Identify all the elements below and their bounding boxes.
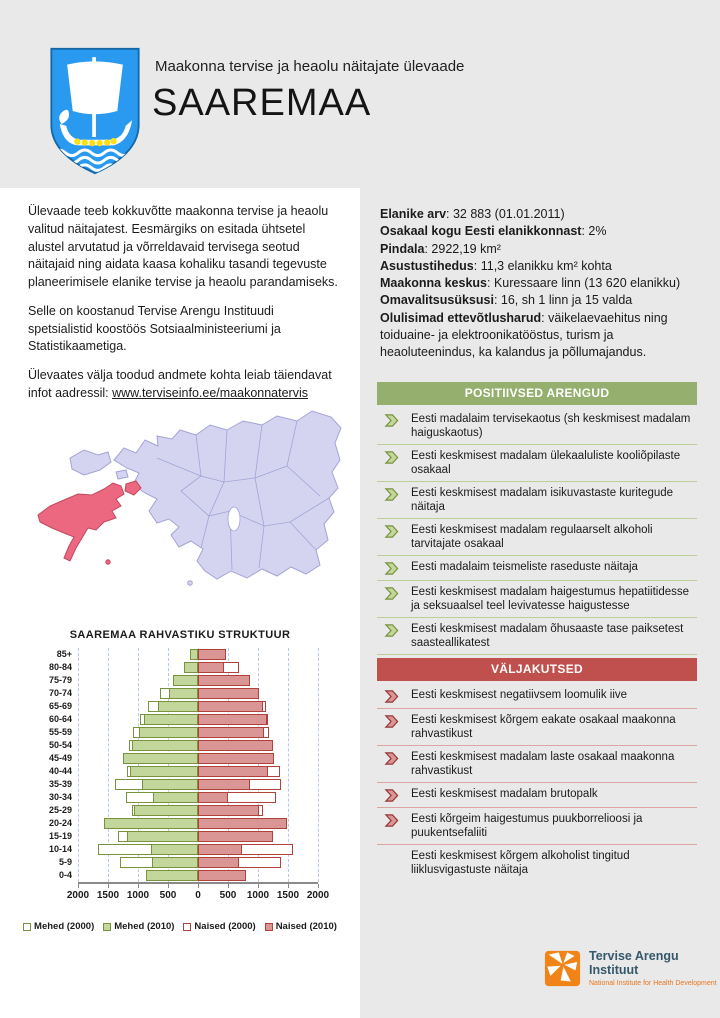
list-item-text: Eesti madalaim tervisekaotus (sh keskmisest madalam haiguskaotus) xyxy=(411,413,691,440)
pyramid-bar xyxy=(198,792,228,803)
list-item xyxy=(377,783,697,808)
age-group-label: 10-14 xyxy=(48,844,72,854)
list-item xyxy=(377,709,697,746)
arrow-bullet-icon xyxy=(384,524,399,539)
legend-swatch xyxy=(265,923,273,931)
list-item-text: Eesti keskmisest madalam brutopalk xyxy=(411,788,598,801)
pyramid-bar xyxy=(198,727,264,738)
estonia-mainland xyxy=(114,411,341,579)
fact-line: Pindala: 2922,19 km² xyxy=(380,241,501,256)
hiiumaa-island xyxy=(70,450,111,475)
legend-label: Naised (2000) xyxy=(194,921,256,932)
x-tick-label: 1000 xyxy=(126,890,150,901)
age-group-label: 25-29 xyxy=(48,805,72,815)
arrow-bullet-icon xyxy=(384,586,399,601)
arrow-bullet-icon xyxy=(384,487,399,502)
arrow-bullet-icon xyxy=(384,813,399,828)
list-item-text: Eesti keskmisest madalam isikuvastaste kuritegude näitaja xyxy=(411,487,674,514)
kihnu-island xyxy=(188,581,193,586)
page-title: SAAREMAA xyxy=(152,82,372,124)
list-item-text: Eesti keskmisest negatiivsem loomulik iive xyxy=(411,689,628,701)
pyramid-bar xyxy=(198,870,246,881)
list-item-text: Eesti keskmisest kõrgem eakate osakaal maakonna rahvastikust xyxy=(411,714,676,741)
fact-line: Elanike arv: 32 883 (01.01.2011) xyxy=(380,207,565,221)
pyramid-bar xyxy=(198,753,274,764)
legend-item xyxy=(103,921,174,932)
pyramid-bar xyxy=(130,766,198,777)
chart-legend xyxy=(0,921,360,932)
pyramid-plot xyxy=(78,648,318,884)
arrow-bullet-icon xyxy=(384,788,399,803)
x-tick-label: 500 xyxy=(159,890,177,901)
list-item xyxy=(377,845,697,881)
age-group-label: 40-44 xyxy=(48,766,72,776)
list-item-text: Eesti keskmisest madalam ülekaaluliste kooliõpilaste osakaal xyxy=(411,450,681,477)
x-tick-label: 2000 xyxy=(66,890,90,901)
chart-x-axis-labels xyxy=(66,890,330,903)
pyramid-bar xyxy=(198,688,259,699)
pyramid-bar xyxy=(198,701,263,712)
positives-section xyxy=(377,382,697,655)
pyramid-bar xyxy=(184,662,198,673)
list-item xyxy=(377,445,697,482)
x-tick-label: 0 xyxy=(195,890,201,901)
age-group-label: 0-4 xyxy=(58,870,72,880)
arrow-bullet-icon xyxy=(384,714,399,729)
pyramid-bar xyxy=(152,857,198,868)
saaremaa-coat-of-arms xyxy=(48,46,142,181)
pyramid-bar xyxy=(146,870,198,881)
legend-swatch xyxy=(103,923,111,931)
age-group-label: 20-24 xyxy=(48,818,72,828)
age-group-label: 5-9 xyxy=(58,857,72,867)
age-group-label: 65-69 xyxy=(48,701,72,711)
challenges-header: VÄLJAKUTSED xyxy=(377,658,697,681)
list-item xyxy=(377,808,697,845)
pyramid-bar xyxy=(151,844,198,855)
pyramid-bar xyxy=(127,831,198,842)
pyramid-bar xyxy=(139,727,198,738)
pyramid-bar xyxy=(198,740,273,751)
pyramid-bar xyxy=(198,675,250,686)
list-item-text: Eesti keskmisest madalam regulaarselt alkoholi tarvitajate osakaal xyxy=(411,524,653,551)
pyramid-bar xyxy=(198,766,268,777)
pyramid-bar xyxy=(198,844,242,855)
pyramid-bar xyxy=(198,779,250,790)
pyramid-bar xyxy=(198,831,273,842)
age-group-label: 35-39 xyxy=(48,779,72,789)
intro-paragraph-2: Selle on koostanud Tervise Arengu Instituudi spetsialistid koostöös Sotsiaalministeeriumi ja Statistikaametiga. xyxy=(28,303,281,354)
vormsi-island xyxy=(116,470,128,479)
x-tick-label: 2000 xyxy=(306,890,330,901)
legend-item xyxy=(265,921,337,932)
pyramid-bar xyxy=(158,701,198,712)
intro-link-prefix: Ülevaates välja toodud andmete kohta leiab täiendavat infot aadressil: xyxy=(28,368,332,400)
x-tick-label: 1000 xyxy=(246,890,270,901)
intro-text xyxy=(28,203,340,414)
pyramid-bar xyxy=(173,675,198,686)
list-item-text: Eesti madalaim teismeliste raseduste näitaja xyxy=(411,561,638,574)
legend-swatch xyxy=(23,923,31,931)
pyramid-bar xyxy=(198,662,224,673)
tai-logo xyxy=(544,950,720,987)
legend-item xyxy=(23,921,94,932)
tai-pinwheel-icon xyxy=(544,950,581,987)
pyramid-bar xyxy=(169,688,198,699)
list-item xyxy=(377,408,697,445)
legend-swatch xyxy=(183,923,191,931)
age-group-label: 55-59 xyxy=(48,727,72,737)
ruhnu-island xyxy=(106,560,110,564)
chart-axis-ticks xyxy=(78,884,318,888)
intro-paragraph-1: Ülevaade teeb kokkuvõtte maakonna tervise ja heaolu valitud näitajatest. Eesmärgiks on esitada ühtsetel alustel arvutatud ja võrreldavaid tervisega seotud näitajaid ning aidata kaasa kohaliku tasandi tegevuste planeerimisele elanike tervise ja heaolu parandamiseks. xyxy=(28,204,338,289)
left-panel xyxy=(0,188,360,1018)
page-subtitle: Maakonna tervise ja heaolu näitajate ülevaade xyxy=(155,58,465,75)
list-item xyxy=(377,684,697,709)
list-item-text: Eesti keskmisest madalam õhusaaste tase paiksetest saasteallikatest xyxy=(411,623,684,650)
pyramid-bar xyxy=(132,740,198,751)
x-tick-label: 1500 xyxy=(276,890,300,901)
list-item xyxy=(377,519,697,556)
fact-line: Asustustihedus: 11,3 elanikku km² kohta xyxy=(380,258,612,273)
legend-item xyxy=(183,921,255,932)
legend-label: Naised (2010) xyxy=(275,921,337,932)
list-item xyxy=(377,482,697,519)
chart-y-axis-labels xyxy=(0,648,72,882)
list-item-text: Eesti keskmisest madalam haigestumus hepatiitidesse ja seksuaalsel teel levivatesse haigustesse xyxy=(411,586,690,613)
fact-line: Olulisimad ettevõtlusharud: väikelaevaehitus ning toiduaine- ja elektroonikatööstus, turism ja heaoluteenindus, ka kalandus ja põllumajandus. xyxy=(380,310,668,359)
legend-label: Mehed (2000) xyxy=(34,921,95,932)
pyramid-bar xyxy=(144,714,198,725)
estonia-map xyxy=(18,398,353,628)
age-group-label: 85+ xyxy=(56,649,72,659)
pyramid-bar xyxy=(104,818,198,829)
arrow-bullet-icon xyxy=(384,689,399,704)
pyramid-bar xyxy=(198,805,259,816)
fact-line: Osakaal kogu Eesti elanikkonnast: 2% xyxy=(380,224,607,239)
list-item xyxy=(377,556,697,581)
pyramid-bar xyxy=(123,753,198,764)
pyramid-bar xyxy=(198,649,226,660)
positives-items xyxy=(377,408,697,655)
positives-header: POSITIIVSED ARENGUD xyxy=(377,382,697,405)
facts-list xyxy=(380,206,710,361)
fact-line: Omavalitsusüksusi: 16, sh 1 linn ja 15 valda xyxy=(380,293,633,308)
lake-vortsjarv xyxy=(228,507,240,531)
arrow-bullet-icon xyxy=(384,561,399,576)
pyramid-bar xyxy=(153,792,198,803)
legend-label: Mehed (2010) xyxy=(114,921,175,932)
age-group-label: 30-34 xyxy=(48,792,72,802)
arrow-bullet-icon xyxy=(384,623,399,638)
list-item xyxy=(377,618,697,655)
arrow-bullet-icon xyxy=(384,751,399,766)
age-group-label: 60-64 xyxy=(48,714,72,724)
tai-name-en: National Institute for Health Development xyxy=(589,979,717,987)
pyramid-bar xyxy=(198,857,239,868)
saaremaa-highlight xyxy=(38,481,141,564)
x-tick-label: 1500 xyxy=(96,890,120,901)
terviseinfo-link[interactable]: www.terviseinfo.ee/maakonnatervis xyxy=(112,385,309,400)
age-group-label: 50-54 xyxy=(48,740,72,750)
age-group-label: 15-19 xyxy=(48,831,72,841)
pyramid-bar xyxy=(198,714,267,725)
arrow-bullet-icon xyxy=(384,450,399,465)
age-group-label: 80-84 xyxy=(48,662,72,672)
age-group-label: 75-79 xyxy=(48,675,72,685)
arrow-bullet-icon xyxy=(384,413,399,428)
list-item-text: Eesti keskmisest kõrgem alkoholist tingitud liiklusvigastuste näitaja xyxy=(411,850,630,877)
challenges-items xyxy=(377,684,697,881)
pyramid-bar xyxy=(190,649,198,660)
challenges-section xyxy=(377,658,697,881)
age-group-label: 70-74 xyxy=(48,688,72,698)
saaremaa-island xyxy=(38,483,124,561)
tai-name: Tervise Arengu Instituut xyxy=(589,949,679,977)
pyramid-bar xyxy=(142,779,198,790)
pyramid-bar xyxy=(134,805,198,816)
list-item xyxy=(377,746,697,783)
fact-line: Maakonna keskus: Kuressaare linn (13 620 elanikku) xyxy=(380,276,681,290)
list-item-text: Eesti kõrgeim haigestumus puukborrelioosi ja puukentsefaliiti xyxy=(411,813,643,840)
list-item xyxy=(377,581,697,618)
x-tick-label: 500 xyxy=(219,890,237,901)
pyramid-bar xyxy=(198,818,287,829)
age-group-label: 45-49 xyxy=(48,753,72,763)
list-item-text: Eesti keskmisest madalam laste osakaal maakonna rahvastikust xyxy=(411,751,675,778)
chart-title: SAAREMAA RAHVASTIKU STRUKTUUR xyxy=(69,629,291,641)
